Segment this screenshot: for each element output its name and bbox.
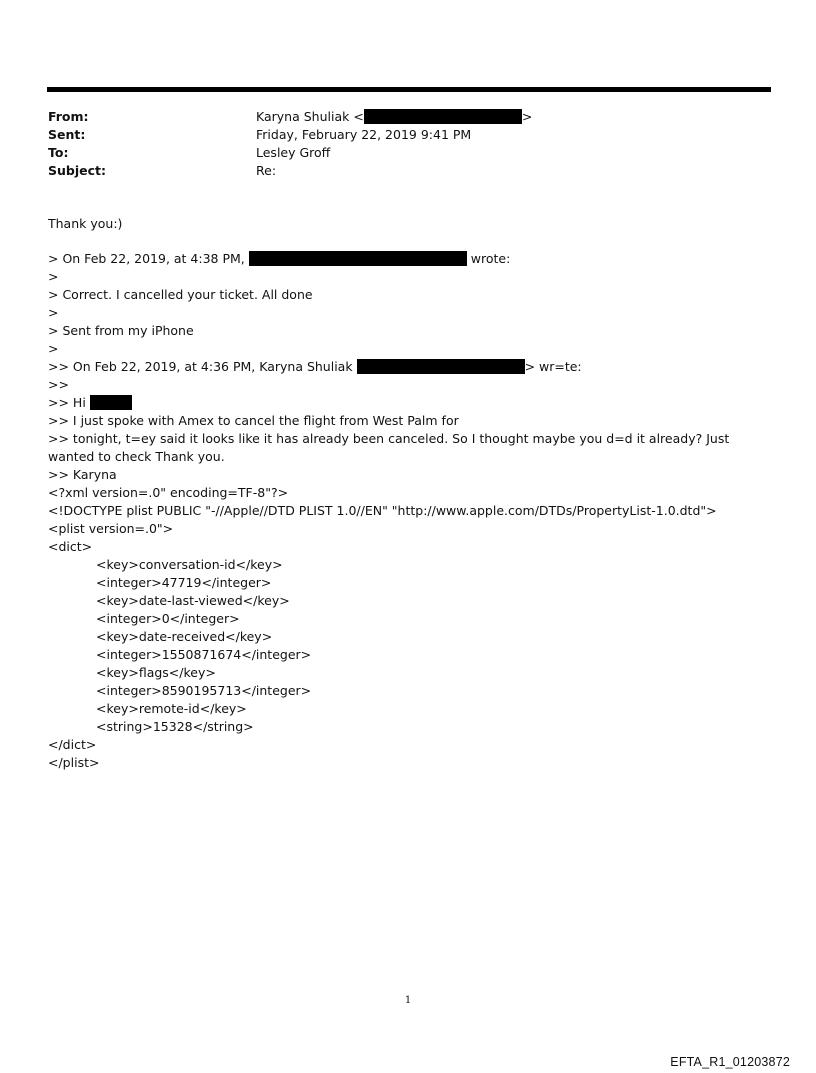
to-value: Lesley Groff [256,145,331,160]
xml-line: <key>date-received</key> [96,629,273,644]
quote-line: >> I just spoke with Amex to cancel the flight from West Palm for [48,413,459,428]
redaction-bar [249,251,467,266]
sent-label: Sent: [48,127,86,142]
redaction-bar [90,395,132,410]
redaction-bar [364,109,522,124]
xml-line: <key>conversation-id</key> [96,557,283,572]
xml-line: <integer>1550871674</integer> [96,647,312,662]
xml-line: <plist version=.0"> [48,521,174,536]
from-close: > [521,109,533,124]
quote-line: > Sent from my iPhone [48,323,194,338]
subject-value: Re: [256,163,277,178]
xml-line: </plist> [48,755,100,770]
sent-value: Friday, February 22, 2019 9:41 PM [256,127,472,142]
quote-line [48,394,768,412]
xml-line: <dict> [48,539,93,554]
body-line: Thank you:) [48,216,123,231]
quote-suffix: > wr=te: [524,359,582,374]
quote-line: >> Karyna [48,467,117,482]
subject-label: Subject: [48,163,106,178]
xml-line: <integer>47719</integer> [96,575,272,590]
quote-line [48,250,768,268]
quote-line: > [48,269,59,284]
quote-line: > Correct. I cancelled your ticket. All done [48,287,313,302]
quote-line: >> tonight, t=ey said it looks like it has already been canceled. So I thought maybe you d=d it already? Just wanted to check Thank you. [48,431,730,464]
redaction-bar [357,359,525,374]
quote-greeting: >> Hi [48,395,86,410]
to-label: To: [48,145,69,160]
quote-line: > [48,341,59,356]
from-name: Karyna Shuliak < [256,109,364,124]
xml-line: <integer>8590195713</integer> [96,683,312,698]
email-body [48,215,768,772]
quote-prefix: > On Feb 22, 2019, at 4:38 PM, [48,251,245,266]
xml-line: <!DOCTYPE plist PUBLIC "-//Apple//DTD PLIST 1.0//EN" "http://www.apple.com/DTDs/PropertyList-1.0.dtd"> [48,503,717,518]
page-number: 1 [404,995,412,1006]
quote-suffix: wrote: [470,251,511,266]
quote-line [48,358,768,376]
xml-line: <string>15328</string> [96,719,254,734]
xml-line: <key>flags</key> [96,665,216,680]
xml-line: <key>date-last-viewed</key> [96,593,290,608]
header-rule [47,87,771,92]
xml-line: <?xml version=.0" encoding=TF-8"?> [48,485,289,500]
xml-line: <integer>0</integer> [96,611,240,626]
document-id: EFTA_R1_01203872 [670,1055,790,1069]
quote-prefix: >> On Feb 22, 2019, at 4:36 PM, Karyna Shuliak [48,359,353,374]
from-value [256,108,532,126]
xml-line: </dict> [48,737,97,752]
xml-line: <key>remote-id</key> [96,701,247,716]
from-label: From: [48,109,89,124]
quote-line: >> [48,377,69,392]
quote-line: > [48,305,59,320]
